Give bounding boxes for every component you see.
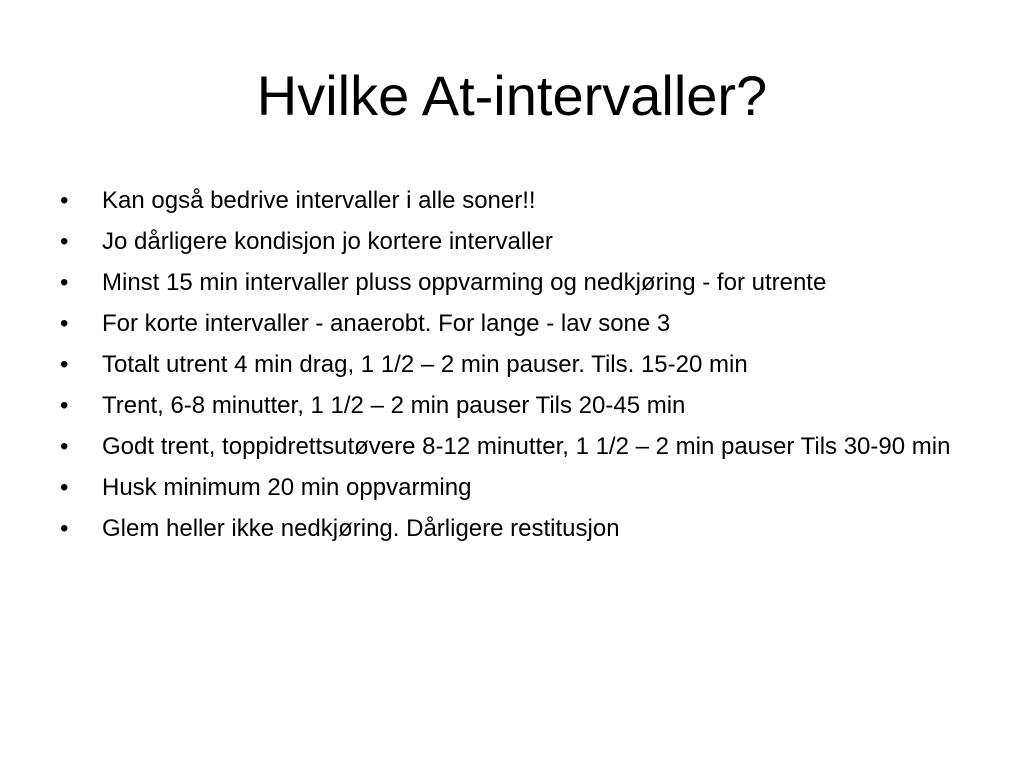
bullet-icon: •: [60, 310, 69, 337]
bullet-text: Trent, 6-8 minutter, 1 1/2 – 2 min pauser Tils 20-45 min: [102, 392, 686, 419]
list-item: [58, 266, 978, 299]
bullet-text: Totalt utrent 4 min drag, 1 1/2 – 2 min pauser. Tils. 15-20 min: [102, 351, 748, 378]
bullet-text: Kan også bedrive intervaller i alle soner!!: [102, 187, 536, 214]
bullet-text: Glem heller ikke nedkjøring. Dårligere restitusjon: [102, 515, 620, 542]
bullet-text: Minst 15 min intervaller pluss oppvarming og nedkjøring - for utrente: [102, 269, 827, 296]
bullet-icon: •: [60, 269, 69, 296]
bullet-text: For korte intervaller - anaerobt. For lange - lav sone 3: [102, 310, 671, 337]
list-item: [58, 389, 978, 422]
list-item: [58, 471, 978, 504]
bullet-icon: •: [60, 433, 69, 460]
bullet-icon: •: [60, 392, 69, 419]
bullet-icon: •: [60, 515, 69, 542]
bullet-icon: •: [60, 228, 69, 255]
list-item: [58, 184, 978, 217]
bullet-text: Godt trent, toppidrettsutøvere 8-12 minutter, 1 1/2 – 2 min pauser Tils 30-90 min: [102, 433, 951, 460]
bullet-icon: •: [60, 351, 69, 378]
list-item: [58, 225, 978, 258]
bullet-list: [58, 184, 978, 553]
slide-title: Hvilke At-intervaller?: [256, 64, 768, 127]
list-item: [58, 348, 978, 381]
bullet-icon: •: [60, 474, 69, 501]
list-item: [58, 307, 978, 340]
bullet-text: Jo dårligere kondisjon jo kortere intervaller: [102, 228, 553, 255]
bullet-text: Husk minimum 20 min oppvarming: [102, 474, 472, 501]
list-item: [58, 430, 978, 463]
bullet-icon: •: [60, 187, 69, 214]
list-item: [58, 512, 978, 545]
